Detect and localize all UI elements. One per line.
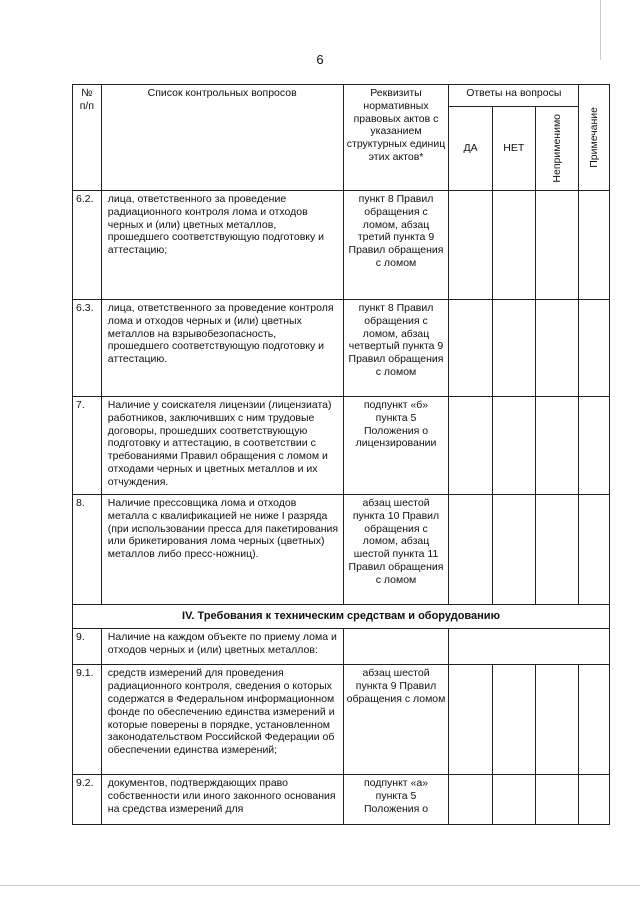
row-num: 9.: [73, 629, 102, 665]
table-row: [73, 300, 610, 397]
note-cell[interactable]: [579, 665, 610, 775]
row-num: 9.2.: [73, 775, 102, 825]
note-cell[interactable]: [579, 191, 610, 300]
section-title: IV. Требования к техническим средствам и оборудованию: [73, 605, 610, 629]
page-number: 6: [316, 52, 324, 67]
answer-na-cell[interactable]: [535, 775, 578, 825]
table-row: [73, 191, 610, 300]
answer-yes-cell[interactable]: [449, 665, 492, 775]
header-note: [579, 85, 610, 191]
answer-no-cell[interactable]: [492, 495, 535, 605]
header-yes: ДА: [449, 107, 492, 191]
answer-na-cell[interactable]: [535, 495, 578, 605]
row-requisites: абзац шестой пункта 10 Правил обращения с ломом, абзац шестой пункта 11 Правил обращения с ломом: [343, 495, 449, 605]
answer-no-cell[interactable]: [492, 397, 535, 495]
answer-no-cell[interactable]: [492, 300, 535, 397]
answer-merged-cell: [449, 629, 610, 665]
row-num: 8.: [73, 495, 102, 605]
row-requisites: пункт 8 Правил обращения с ломом, абзац четвертый пункта 9 Правил обращения с ломом: [343, 300, 449, 397]
answer-yes-cell[interactable]: [449, 300, 492, 397]
answer-na-cell[interactable]: [535, 665, 578, 775]
row-num: 6.2.: [73, 191, 102, 300]
header-requisites: Реквизиты нормативных правовых актов с указанием структурных единиц этих актов*: [343, 85, 449, 191]
answer-no-cell[interactable]: [492, 775, 535, 825]
row-question: Наличие у соискателя лицензии (лицензиата) работников, заключивших с ним трудовые договоры, прошедших соответствующую подготовку и аттестацию, в соответствии с требованиями Правил обращения с ломом и отходами черных и цветных металлов и их отчуждения.: [101, 397, 343, 495]
table-row: [73, 775, 610, 825]
row-question: документов, подтверждающих право собственности или иного законного основания на средства измерений для: [101, 775, 343, 825]
header-note-label: Примечание: [587, 107, 600, 168]
answer-na-cell[interactable]: [535, 300, 578, 397]
answer-yes-cell[interactable]: [449, 775, 492, 825]
header-na-label: Неприменимо: [550, 114, 563, 183]
scan-artifact-line: [0, 885, 640, 886]
section-row: [73, 605, 610, 629]
scan-artifact-line: [600, 0, 601, 60]
header-answers: Ответы на вопросы: [449, 85, 579, 107]
row-question: средств измерений для проведения радиационного контроля, сведения о которых содержатся в Федеральном информационном фонде по обеспечению единства измерений и которые поверены в порядке, установленном законодательством Российской Федерации об обеспечении единства измерений;: [101, 665, 343, 775]
answer-no-cell[interactable]: [492, 191, 535, 300]
note-cell[interactable]: [579, 397, 610, 495]
row-requisites: подпункт «б» пункта 5 Положения о лицензировании: [343, 397, 449, 495]
header-questions: Список контрольных вопросов: [101, 85, 343, 191]
answer-yes-cell[interactable]: [449, 191, 492, 300]
row-num: 7.: [73, 397, 102, 495]
answer-yes-cell[interactable]: [449, 397, 492, 495]
table-row: [73, 665, 610, 775]
row-question: Наличие прессовщика лома и отходов металла с квалификацией не ниже I разряда (при использовании пресса для пакетирования или брикетирования лома черных (цветных) металлов либо пресс-ножниц).: [101, 495, 343, 605]
table-row: [73, 495, 610, 605]
note-cell[interactable]: [579, 300, 610, 397]
row-question: лица, ответственного за проведение радиационного контроля лома и отходов черных и (или) цветных металлов, прошедшего соответствующую подготовку и аттестацию;: [101, 191, 343, 300]
row-question: Наличие на каждом объекте по приему лома и отходов черных и (или) цветных металлов:: [101, 629, 343, 665]
answer-yes-cell[interactable]: [449, 495, 492, 605]
answer-na-cell[interactable]: [535, 191, 578, 300]
checklist-table: [72, 84, 610, 825]
row-requisites: абзац шестой пункта 9 Правил обращения с ломом: [343, 665, 449, 775]
row-requisites: [343, 629, 449, 665]
note-cell[interactable]: [579, 775, 610, 825]
table-row: [73, 397, 610, 495]
header-num: № п/п: [73, 85, 102, 191]
row-requisites: пункт 8 Правил обращения с ломом, абзац третий пункта 9 Правил обращения с ломом: [343, 191, 449, 300]
row-num: 6.3.: [73, 300, 102, 397]
header-no: НЕТ: [492, 107, 535, 191]
row-requisites: подпункт «а» пункта 5 Положения о: [343, 775, 449, 825]
row-question: лица, ответственного за проведение контроля лома и отходов черных и (или) цветных металлов на взрывобезопасность, прошедшего соответствующую подготовку и аттестацию.: [101, 300, 343, 397]
table-row: [73, 629, 610, 665]
answer-no-cell[interactable]: [492, 665, 535, 775]
answer-na-cell[interactable]: [535, 397, 578, 495]
note-cell[interactable]: [579, 495, 610, 605]
row-num: 9.1.: [73, 665, 102, 775]
header-na: [535, 107, 578, 191]
